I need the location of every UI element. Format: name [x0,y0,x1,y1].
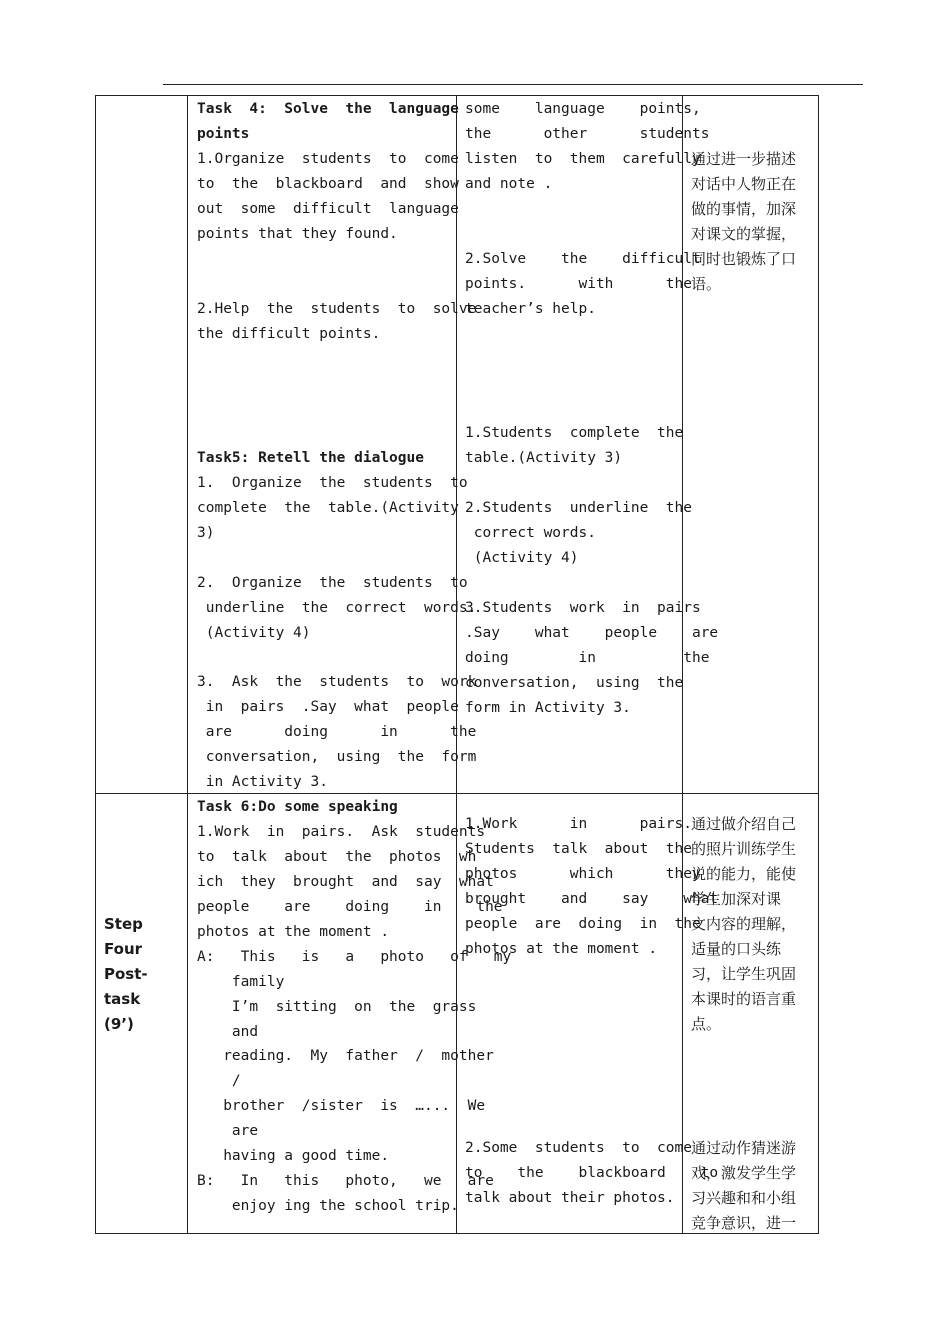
student-line: doing in the [465,650,710,666]
task6-line: photos at the moment . [197,924,390,940]
student-line: talk about their photos. [465,1190,675,1206]
student-line: points. with the [465,276,692,292]
purpose-line: 通过做介绍自己 [691,815,797,833]
task4-title-cont: points [197,126,250,142]
student-line: some language points, [465,101,701,117]
step-time: (9’) [104,1015,134,1033]
col-border-left [95,95,96,1234]
purpose-line: 习兴趣和和小组 [691,1189,797,1207]
student-line: photos at the moment . [465,941,658,957]
student-line: form in Activity 3. [465,700,631,716]
task6-line: A: This is a photo of my [197,949,512,965]
purpose-line: 同时也锻炼了口 [691,250,797,268]
purpose-line: 习，让学生巩固 [691,965,797,983]
task5-step3-line: 3. Ask the students to work [197,674,477,690]
header-rule [163,84,863,85]
purpose-line: 做的事情，加深 [691,200,797,218]
student-line: 3.Students work in pairs [465,600,701,616]
task6-line: enjoy ing the school trip. [197,1198,459,1214]
purpose-line: 竞争意识，进一 [691,1214,797,1232]
step-label: Four [104,940,143,958]
student-line: teacher’s help. [465,301,596,317]
task4-step1-line: out some difficult language [197,201,459,217]
task5-step3-line: are doing in the [197,724,477,740]
student-line: photos which they [465,866,701,882]
task6-title: Task 6:Do some speaking [197,799,398,815]
purpose-line: 本课时的语言重 [691,990,797,1008]
purpose-line: 说的能力，能使 [691,865,797,883]
purpose-line: 文内容的理解， [691,915,797,933]
task6-line: are [197,1123,259,1139]
student-line: table.(Activity 3) [465,450,623,466]
student-line: 2.Solve the difficult [465,251,701,267]
task6-line: and [197,1024,259,1040]
task6-line: B: In this photo, we are [197,1173,494,1189]
task5-step3-line: in Activity 3. [197,774,328,790]
student-line: to the blackboard to [465,1165,719,1181]
purpose-line: 对话中人物正在 [691,175,797,193]
task5-title: Task5: Retell the dialogue [197,450,424,466]
purpose-line: 学生加深对课 [691,890,782,908]
table-top-border [95,95,819,96]
student-line: (Activity 4) [465,550,579,566]
task5-step1-line: 3) [197,525,215,541]
task6-line: / [197,1073,241,1089]
task6-line: family [197,974,285,990]
student-line: Students talk about the [465,841,692,857]
student-line: and note . [465,176,553,192]
task4-step1-line: 1.Organize students to come [197,151,459,167]
task5-step2-line: (Activity 4) [197,625,311,641]
task4-step2-line: the difficult points. [197,326,381,342]
task4-title: Task 4: Solve the language [197,101,459,117]
student-line: 1.Work in pairs. [465,816,692,832]
task6-line: reading. My father / mother [197,1048,494,1064]
student-line: listen to them carefully [465,151,701,167]
task5-step3-line: conversation, using the form [197,749,477,765]
task6-line: ich they brought and say what [197,874,494,890]
step-label: Step [104,915,143,933]
task4-step1-line: points that they found. [197,226,398,242]
purpose-line: 戏，激发学生学 [691,1164,797,1182]
task6-line: people are doing in the [197,899,503,915]
task6-line: brother /sister is …... We [197,1098,486,1114]
step-label: Post- [104,965,148,983]
purpose-line: 语。 [691,275,722,293]
purpose-line: 通过进一步描述 [691,150,797,168]
task5-step2-line: underline the correct words. [197,600,477,616]
student-line: 1.Students complete the [465,425,684,441]
task5-step1-line: 1. Organize the students to [197,475,468,491]
student-line: 2.Some students to come [465,1140,692,1156]
purpose-line: 对课文的掌握， [691,225,797,243]
col-border-step [187,95,188,1234]
student-line: 2.Students underline the [465,500,692,516]
student-line: the other students [465,126,710,142]
step-label: task [104,990,141,1008]
purpose-line: 适量的口头练 [691,940,782,958]
task5-step2-line: 2. Organize the students to [197,575,468,591]
student-line: conversation, using the [465,675,684,691]
task5-step3-line: in pairs .Say what people [197,699,459,715]
purpose-line: 的照片训练学生 [691,840,797,858]
col-border-right [818,95,819,1234]
task4-step2-line: 2.Help the students to solve [197,301,477,317]
task4-step1-line: to the blackboard and show [197,176,459,192]
task6-line: having a good time. [197,1148,390,1164]
student-line: brought and say what [465,891,719,907]
task5-step1-line: complete the table.(Activity [197,500,459,516]
task6-line: 1.Work in pairs. Ask students [197,824,486,840]
task6-line: I’m sitting on the grass [197,999,477,1015]
purpose-line: 点。 [691,1015,722,1033]
purpose-line: 通过动作猜迷游 [691,1139,797,1157]
student-line: correct words. [465,525,596,541]
student-line: people are doing in the [465,916,701,932]
task6-line: to talk about the photos wh [197,849,477,865]
student-line: .Say what people are [465,625,719,641]
